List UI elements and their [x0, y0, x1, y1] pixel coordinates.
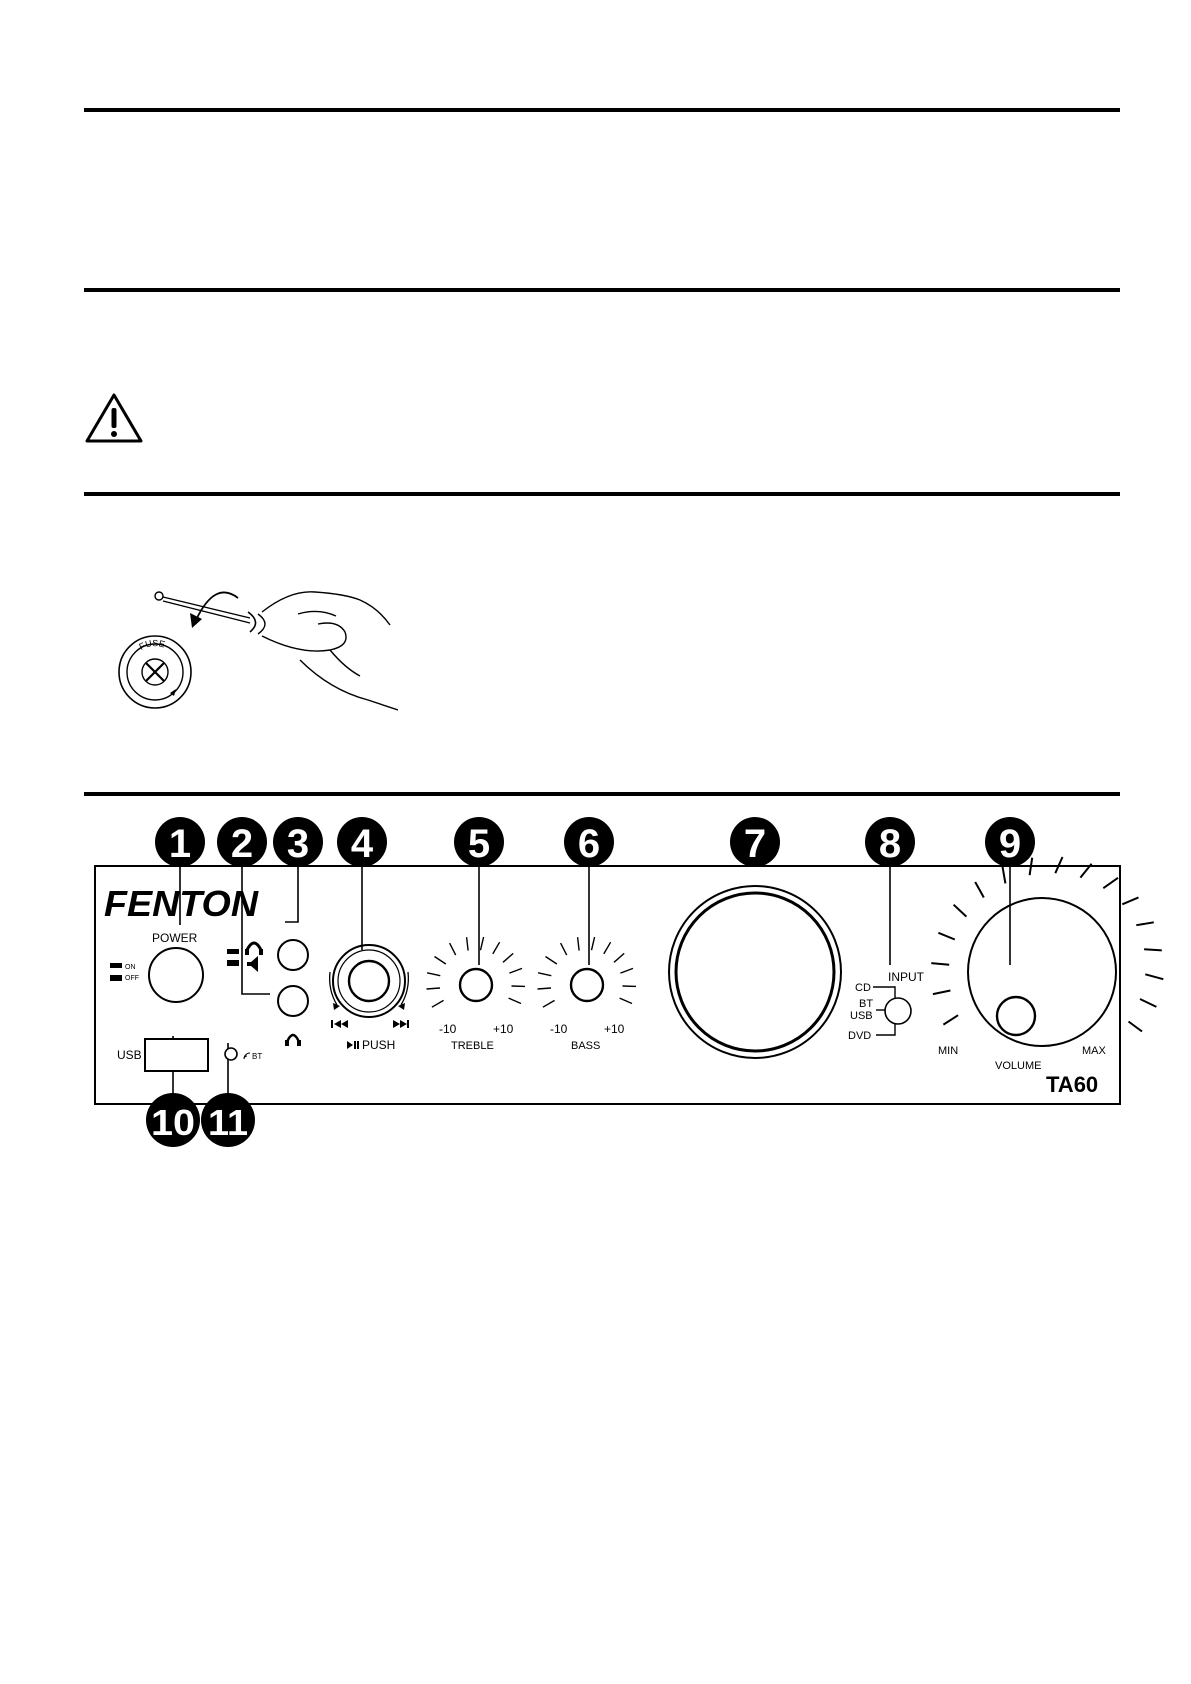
callout-4 — [337, 817, 387, 867]
off-label: OFF — [125, 975, 139, 982]
brand-logo: FENTON — [104, 883, 260, 924]
bass-min-label: -10 — [550, 1022, 568, 1036]
section-rule-1 — [84, 108, 1120, 112]
callout-5-label: 5 — [467, 822, 491, 866]
section-rule-3 — [84, 492, 1120, 496]
input-dvd-label: DVD — [848, 1030, 872, 1042]
input-usb-label: USB — [850, 1010, 873, 1022]
callout-10-label: 10 — [151, 1102, 195, 1143]
callout-9-label: 9 — [998, 822, 1022, 866]
bass-knob[interactable] — [571, 969, 603, 1001]
volume-knob[interactable] — [997, 997, 1035, 1035]
model-label: TA60 — [1046, 1072, 1099, 1097]
section-rule-2 — [84, 288, 1120, 292]
callout-8 — [865, 817, 915, 867]
switch-upper-indicator — [227, 949, 239, 954]
fuse-replacement-illustration — [118, 585, 398, 715]
hand — [262, 592, 398, 710]
prev-track-icon — [331, 1020, 348, 1028]
volume-max-label: MAX — [1082, 1045, 1106, 1057]
input-bt-label: BT — [859, 998, 874, 1010]
power-label: POWER — [152, 931, 198, 945]
multifunction-knob[interactable] — [349, 961, 389, 1001]
usb-port[interactable] — [145, 1039, 208, 1071]
off-indicator — [110, 975, 122, 981]
push-label: PUSH — [362, 1038, 396, 1052]
volume-min-label: MIN — [938, 1045, 959, 1057]
bluetooth-led-icon — [244, 1053, 250, 1059]
callout-6-label: 6 — [577, 822, 601, 866]
fuse-label: FUSE — [137, 638, 167, 652]
treble-max-label: +10 — [493, 1022, 514, 1036]
callout-6 — [564, 817, 614, 867]
headphones-icon — [247, 943, 261, 950]
section-rule-4 — [84, 792, 1120, 796]
output-selector-switch[interactable] — [227, 943, 263, 972]
callout-9 — [985, 817, 1035, 867]
on-label: ON — [125, 964, 136, 971]
on-indicator — [110, 963, 122, 968]
treble-knob[interactable] — [460, 969, 492, 1001]
play-pause-icon — [347, 1041, 359, 1049]
bluetooth-led-label: BT — [252, 1052, 263, 1061]
treble-min-label: -10 — [439, 1022, 457, 1036]
next-track-icon — [393, 1020, 409, 1028]
bass-max-label: +10 — [604, 1022, 625, 1036]
callout-3 — [273, 817, 323, 867]
bluetooth-led — [225, 1048, 237, 1060]
bass-label: BASS — [571, 1040, 601, 1052]
callout-10 — [146, 1093, 200, 1147]
switch-lower-indicator — [227, 960, 239, 966]
callout-2-label: 2 — [230, 822, 254, 866]
front-panel-diagram — [0, 800, 1191, 1180]
callout-11 — [201, 1093, 255, 1147]
callout-7-label: 7 — [743, 822, 767, 866]
callout-8-label: 8 — [878, 822, 902, 866]
callout-5 — [454, 817, 504, 867]
display-window-outer — [669, 886, 841, 1058]
power-button[interactable] — [149, 948, 203, 1002]
input-selector-knob[interactable] — [885, 998, 911, 1024]
volume-ring — [968, 898, 1116, 1046]
callout-7 — [730, 817, 780, 867]
display-window — [676, 893, 834, 1051]
volume-scale-ticks — [931, 857, 1163, 1032]
callout-11-label: 11 — [208, 1102, 248, 1143]
warning-triangle-icon — [84, 392, 144, 444]
callout-3-label: 3 — [286, 822, 310, 866]
callout-1-label: 1 — [168, 822, 192, 866]
callout-1 — [155, 817, 205, 867]
speaker-icon — [247, 956, 258, 972]
input-cd-label: CD — [855, 982, 871, 994]
callout-2 — [217, 817, 267, 867]
volume-label: VOLUME — [995, 1060, 1042, 1072]
fuse-holder — [119, 636, 191, 708]
treble-label: TREBLE — [451, 1040, 494, 1052]
headphone-jack[interactable] — [278, 986, 308, 1016]
headphone-jack-icon — [285, 1035, 301, 1046]
callout-4-label: 4 — [350, 822, 374, 866]
usb-label: USB — [117, 1048, 142, 1062]
input-label: INPUT — [888, 970, 924, 984]
speaker-input-jack[interactable] — [278, 940, 308, 970]
